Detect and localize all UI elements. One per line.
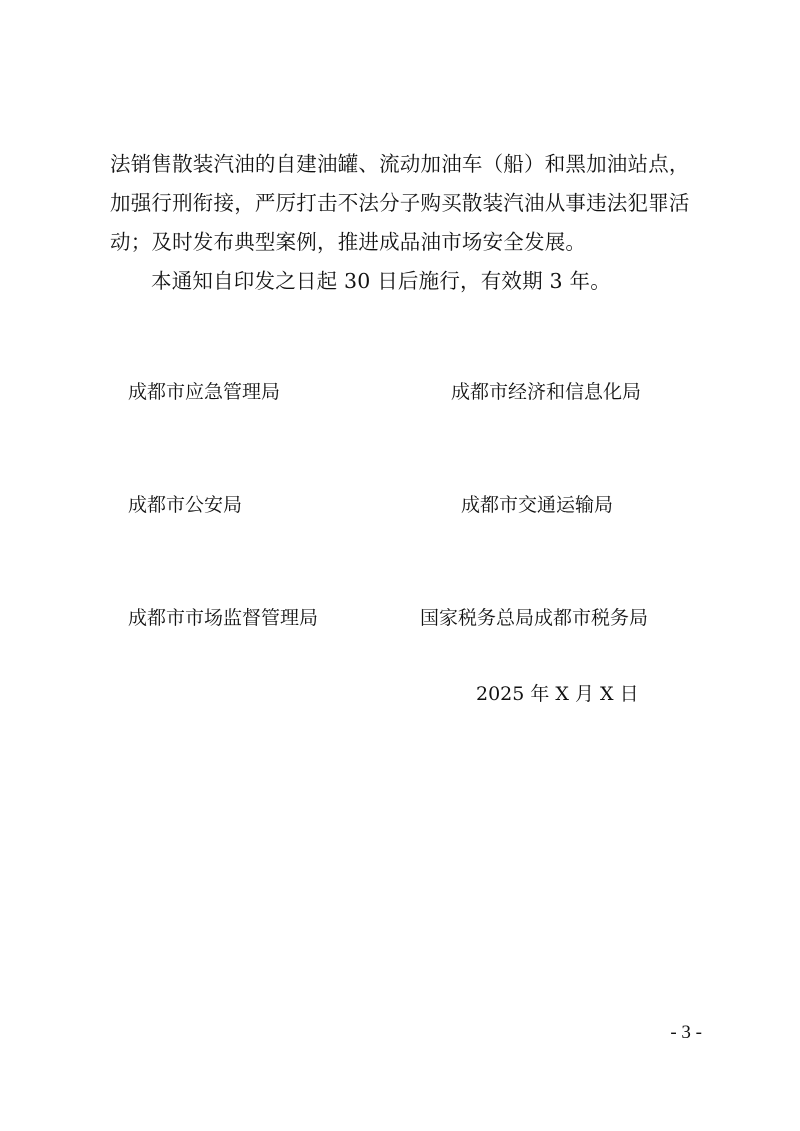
page-number: - 3 - xyxy=(670,1022,702,1043)
effective-date-paragraph: 本通知自印发之日起 30 日后施行，有效期 3 年。 xyxy=(151,269,611,293)
signatory-market-supervision: 成都市市场监督管理局 xyxy=(128,607,319,629)
signatory-economy-informatization: 成都市经济和信息化局 xyxy=(451,381,642,403)
signatory-tax-bureau: 国家税务总局成都市税务局 xyxy=(420,607,649,629)
signatory-public-security: 成都市公安局 xyxy=(128,494,243,516)
signatory-emergency-management: 成都市应急管理局 xyxy=(128,381,281,403)
paragraph-line: 法销售散装汽油的自建油罐、流动加油车（船）和黑加油站点， xyxy=(110,152,690,176)
signatory-transportation: 成都市交通运输局 xyxy=(461,494,614,516)
paragraph-line: 动；及时发布典型案例，推进成品油市场安全发展。 xyxy=(110,230,587,254)
issue-date: 2025 年 X 月 X 日 xyxy=(476,683,639,705)
body-paragraph xyxy=(110,145,710,262)
paragraph-line: 加强行刑衔接，严厉打击不法分子购买散装汽油从事违法犯罪活 xyxy=(110,191,690,215)
